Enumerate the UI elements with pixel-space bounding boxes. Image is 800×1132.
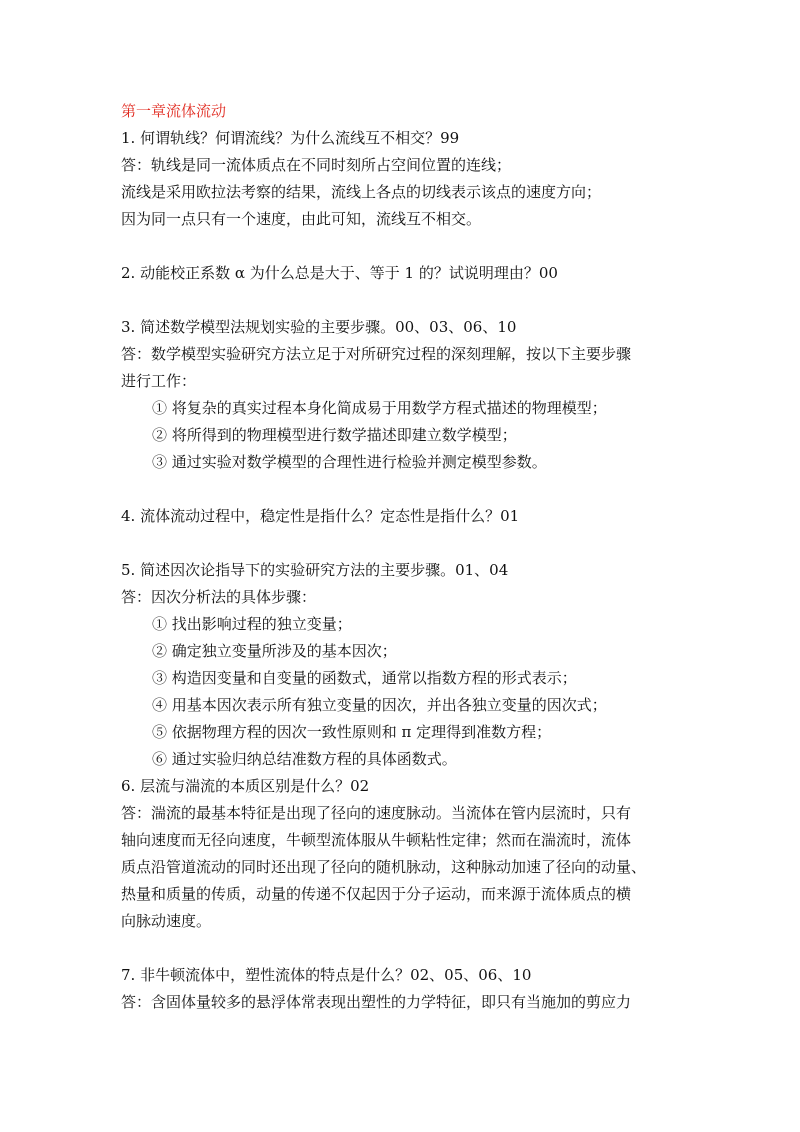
question-7: 7. 非牛顿流体中，塑性流体的特点是什么？02、05、06、10 <box>121 966 532 984</box>
answer-3-line: 进行工作： <box>121 372 197 390</box>
answer-3-line: 答：数学模型实验研究方法立足于对所研究过程的深刻理解，按以下主要步骤 <box>121 345 632 363</box>
paragraph-gap <box>121 287 681 314</box>
answer-3-step: ③ 通过实验对数学模型的合理性进行检验并测定模型参数。 <box>152 453 547 471</box>
question-4: 4. 流体流动过程中，稳定性是指什么？定态性是指什么？01 <box>121 507 520 525</box>
answer-5-step: ③ 构造因变量和自变量的函数式，通常以指数方程的形式表示； <box>152 669 577 687</box>
answer-1-line: 因为同一点只有一个速度，由此可知，流线互不相交。 <box>121 210 482 228</box>
paragraph-gap <box>121 476 681 503</box>
answer-7-line: 答：含固体量较多的悬浮体常表现出塑性的力学特征，即只有当施加的剪应力 <box>121 993 632 1011</box>
answer-1-line: 答：轨线是同一流体质点在不同时刻所占空间位置的连线； <box>121 156 512 174</box>
answer-6-line: 向脉动速度。 <box>121 912 212 930</box>
answer-5-step: ② 确定独立变量所涉及的基本因次； <box>152 642 397 660</box>
answer-3-step: ① 将复杂的真实过程本身化简成易于用数学方程式描述的物理模型； <box>152 399 607 417</box>
question-2: 2. 动能校正系数 α 为什么总是大于、等于 1 的？试说明理由？00 <box>121 264 558 282</box>
paragraph-gap <box>121 233 681 260</box>
chapter-title: 第一章流体流动 <box>121 102 227 120</box>
question-5: 5. 简述因次论指导下的实验研究方法的主要步骤。01、04 <box>121 561 509 579</box>
answer-5-line: 答：因次分析法的具体步骤： <box>121 588 317 606</box>
answer-6-line: 热量和质量的传质，动量的传递不仅起因于分子运动，而来源于流体质点的横 <box>121 885 632 903</box>
paragraph-gap <box>121 530 681 557</box>
question-3: 3. 简述数学模型法规划实验的主要步骤。00、03、06、10 <box>121 318 517 336</box>
answer-1-line: 流线是采用欧拉法考察的结果，流线上各点的切线表示该点的速度方向； <box>121 183 602 201</box>
answer-5-step: ④ 用基本因次表示所有独立变量的因次，并出各独立变量的因次式； <box>152 696 607 714</box>
answer-5-step: ⑥ 通过实验归纳总结准数方程的具体函数式。 <box>152 750 457 768</box>
document-page <box>121 98 681 1016</box>
answer-5-step: ① 找出影响过程的独立变量； <box>152 615 352 633</box>
paragraph-gap <box>121 935 681 962</box>
answer-5-step: ⑤ 依据物理方程的因次一致性原则和 π 定理得到准数方程； <box>152 723 552 741</box>
question-1: 1. 何谓轨线？何谓流线？为什么流线互不相交？99 <box>121 129 460 147</box>
question-6: 6. 层流与湍流的本质区别是什么？02 <box>121 777 370 795</box>
answer-6-line: 轴向速度而无径向速度，牛顿型流体服从牛顿粘性定律；然而在湍流时，流体 <box>121 831 632 849</box>
answer-3-step: ② 将所得到的物理模型进行数学描述即建立数学模型； <box>152 426 517 444</box>
answer-6-line: 质点沿管道流动的同时还出现了径向的随机脉动，这种脉动加速了径向的动量、 <box>121 858 647 876</box>
answer-6-line: 答：湍流的最基本特征是出现了径向的速度脉动。当流体在管内层流时，只有 <box>121 804 632 822</box>
